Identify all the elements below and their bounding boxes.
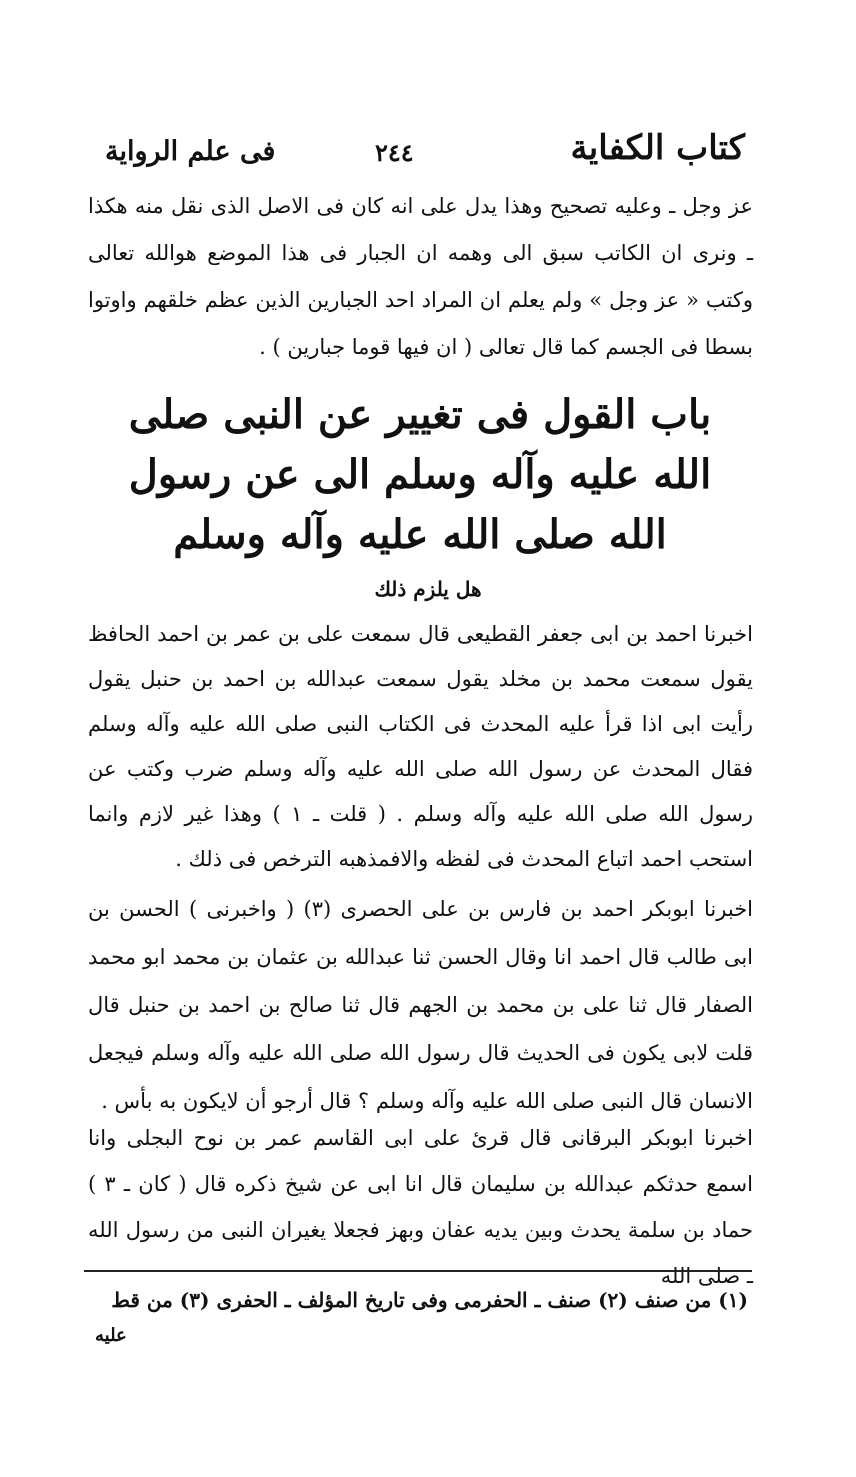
paragraph-1: عز وجل ـ وعليه تصحيح وهذا يدل على انه كان فى الاصل الذى نقل منه هكذا ـ ونرى ان الكاتب سبق الى وهمه ان الجبار فى هذا الموضع هوالله تعالى وكتب « عز وجل » ولم يعلم ان المراد احد الجبارين الذين عظم خلقهم واوتوا بسطا فى الجسم كما قال تعالى ( ان فيها قوما جبارين ) .: [88, 194, 753, 359]
paragraph-2: اخبرنا احمد بن ابى جعفر القطيعى قال سمعت على بن عمر بن احمد الحافظ يقول سمعت محمد بن مخلد يقول سمعت عبدالله بن احمد بن حنبل يقول رأيت ابى اذا قرأ عليه المحدث فى الكتاب النبى صلى الله عليه وآله وسلم فقال المحدث عن رسول الله صلى الله عليه وآله وسلم ضرب وكتب عن رسول الله صلى الله عليه وآله وسلم . ( قلت ـ ١ ) وهذا غير لازم وانما استحب احمد اتباع المحدث فى لفظه والافمذهبه الترخص فى ذلك .: [88, 622, 753, 871]
book-title: كتاب الكفاية: [570, 128, 745, 168]
running-subtitle: فى علم الرواية: [105, 136, 276, 167]
page-header: [105, 128, 745, 178]
paragraph-3: اخبرنا ابوبكر احمد بن فارس بن على الحصرى (٣) ( واخبرنى ) الحسن بن ابى طالب قال احمد انا وقال الحسن ثنا عبدالله بن عثمان بن محمد ابو محمد الصفار قال ثنا على بن محمد بن الجهم قال ثنا صالح بن احمد بن حنبل قال قلت لابى يكون فى الحديث قال رسول الله صلى الله عليه وآله وسلم فيجعل الانسان قال النبى صلى الله عليه وآله وسلم ؟ قال أرجو أن لايكون به بأس .: [88, 897, 754, 1113]
footnote: (١) من صنف (٢) صنف ـ الحفرمى وفى تاريخ المؤلف ـ الحفرى (٣) من قط: [111, 1288, 748, 1312]
chapter-title: باب القول فى تغيير عن النبى صلى الله عليه وآله وسلم الى عن رسول الله صلى الله عليه وآله وسلم: [128, 391, 712, 558]
footnote-divider: [84, 1270, 752, 1272]
page-number: ٢٤٤: [375, 138, 414, 167]
footnote-continuation: عليه: [95, 1325, 127, 1346]
paragraph-4: اخبرنا ابوبكر البرقانى قال قرئ على ابى القاسم عمر بن نوح البجلى وانا اسمع حدثكم عبدالله بن سليمان قال انا ابى عن شيخ ذكره قال ( كان ـ ٣ ) حماد بن سلمة يحدث وبين يديه عفان وبهز فجعلا يغيران النبى من رسول الله ـ صلى الله: [88, 1126, 753, 1288]
chapter-subtitle: هل يلزم ذلك: [374, 577, 482, 601]
